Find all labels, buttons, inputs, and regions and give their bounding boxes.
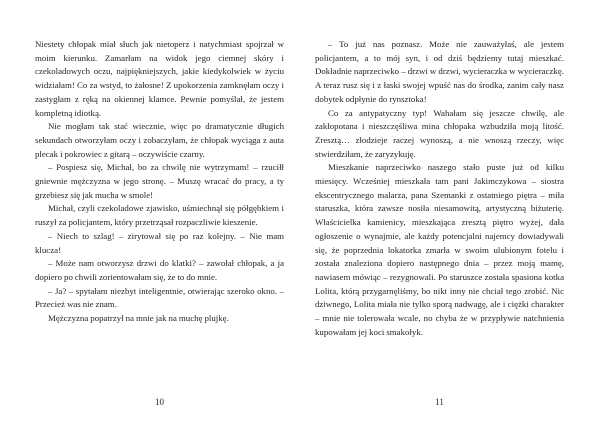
right-paragraph-3: Mieszkanie naprzeciwko naszego stało puste już od kilku miesięcy. Wcześniej mieszkała tam pani Jakimczykowa – siostra ekscentrycznego malarza, pana Szemanki z ostatniego piętra – miła staruszka, która zawsze nosiła niesamowitą, artystyczną biżuterię. Właścicielka kamienicy, mieszkająca zresztą piętro wyżej, dała ogłoszenie o wynajmie, ale każdy potencjalni najemcy dowiadywali się, że poprzednia lokatorka zmarła w swoim ulubionym fotelu i została znaleziona dopiero następnego dnia – przez moją mamę, nawiasem mówiąc – rezygnowali. Po staruszce została spasiona kotka Lolita, którą przygarnęliśmy, bo nikt inny nie chciał tego zrobić. Nic dziwnego, Lolita miała nie tylko sporą nadwagę, ale i ciężki charakter – mnie nie tolerowała wcale, no chyba że w przypływie natchnienia kupowałam jej koci smakołyk. [315,162,564,337]
right-page [315,38,564,339]
left-paragraph-4: Michał, czyli czekoladowe zjawisko, uśmiechnął się półgębkiem i ruszył za policjantem, który przetrząsał rozpaczliwie kieszenie. [35,203,284,228]
left-paragraph-3: – Pospiesz się, Michał, bo za chwilę nie wytrzymam! – rzuciłł gniewnie mężczyzna w jego stronę. – Muszę wracać do pracy, a ty grzebiesz się jak mucha w smole! [35,162,284,200]
left-paragraph-8: Mężczyzna popatrzył na mnie jak na muchę plujkę. [48,313,229,324]
left-page-number: 10 [155,397,164,407]
left-paragraph-5: – Niech to szlag! – zirytował się po raz kolejny. – Nie mam klucza! [35,230,284,255]
left-page [35,38,284,326]
left-paragraph-6: – Może nam otworzysz drzwi do klatki? – zawołał chłopak, a ja dopiero po chwili zorientowałam się, że to do mnie. [35,258,284,282]
right-paragraph-2: Co za antypatyczny typ! Wahałam się jeszcze chwilę, ale zakłopotana i nieszczęśliwa mina chłopaka wzbudziła moją litość. Zresztą… złodzieje raczej wynoszą, a nie wnoszą rzeczy, więc stwierdziłam, że zaryzykuję. [315,107,564,159]
left-paragraph-7: – Ja? – spytałam niezbyt inteligentnie, otwierając szeroko okno. – Przecież was nie znam. [35,285,284,310]
right-page-number: 11 [435,397,444,407]
right-paragraph-1: – To już nas poznasz. Może nie zauważyłaś, ale jestem policjantem, a to mój syn, i od dziś będziemy tutaj mieszkać. Dokładnie naprzeciwko – drzwi w drzwi, wycieraczka w wycieraczkę. A teraz rusz się i z łaski swojej wpuść nas do środka, zanim cały nasz dobytek odpłynie do rynsztoka! [315,39,564,104]
left-paragraph-2: Nie mogłam tak stać wiecznie, więc po dramatycznie długich sekundach otworzyłam oczy i zobaczyłam, że chłopak wyciąga z auta plecak i pokrowiec z gitarą – oczywiście czarny. [35,121,284,159]
left-paragraph-1: Niestety chłopak miał słuch jak nietoperz i natychmiast spojrzał w moim kierunku. Zamarłam na widok jego ciemnej skóry i czekoladowych oczu, najpiękniejszych, jakie kiedykolwiek w życiu widziałam! Co za wstyd, to żałosne! Z upokorzenia zamknęłam oczy i zastygłam z ręką na okiennej klamce. Pewnie pomyślał, że jestem kompletną idiotką. [35,39,284,118]
